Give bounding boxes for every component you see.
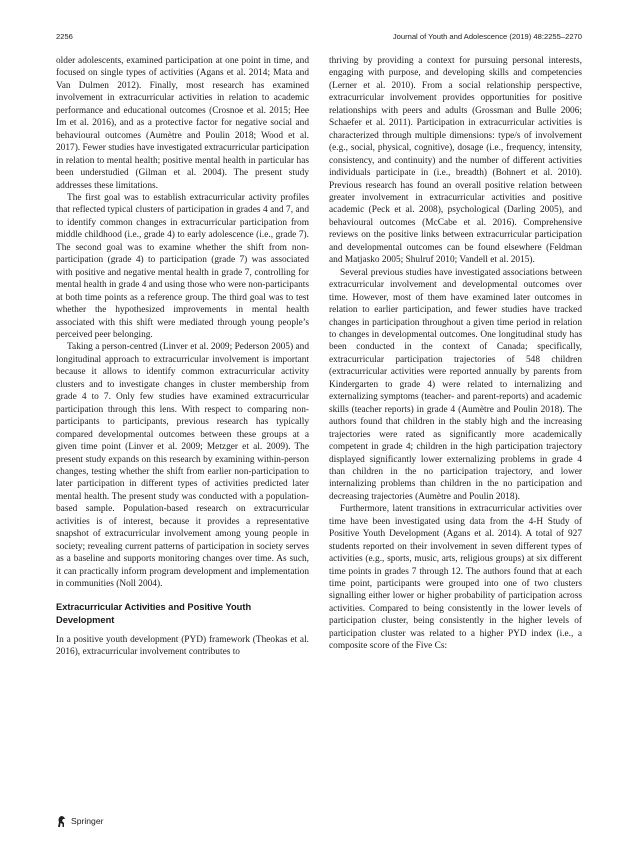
left-paragraph-2: The first goal was to establish extracurricular activity profiles that reflected typical clusters of participation in grades 4 and 7, and to identify common changes in extracurricular participation from middle childhood (i.e., grade 4) to early adolescence (i.e., grade 7). The second goal was to examine whether the shift from non-participation (grade 4) to participation (grade 7) was associated with positive and negative mental health in grade 7, controlling for mental health in grade 4 and using those who were non-participants at both time points as a reference group. The third goal was to test whether the hypothesized improvements in mental health associated with this shift were mediated through young people’s perceived peer belonging. <box>56 192 309 340</box>
section-heading: Extracurricular Activities and Positive Youth Development <box>56 602 252 625</box>
journal-citation: Journal of Youth and Adolescence (2019) 48:2255–2270 <box>392 32 582 41</box>
running-header <box>56 32 582 44</box>
right-paragraph-3: Furthermore, latent transitions in extracurricular activities over time have been investigated using data from the 4-H Study of Positive Youth Development (Agans et al. 2014). A total of 927 students reported on their involvement in seven different types of activities (e.g., sports, music, arts, religious groups) at six different time points in grades 7 through 12. The authors found that at each time point, participants were grouped into one of two clusters signalling either lower or higher probability of participation across activities. Compared to being consistently in the lower levels of participation cluster, being consistently in the higher levels of participation cluster was related to a higher PYD index (i.e., a composite score of the Five Cs: <box>329 504 582 652</box>
left-column <box>56 55 309 659</box>
publisher-footer <box>56 814 103 828</box>
left-paragraph-3: Taking a person-centred (Linver et al. 2009; Pederson 2005) and longitudinal approach to extracurricular involvement is important because it allows to identify common extracurricular activity clusters and to investigate changes in cluster membership from grade 4 to 7. Only few studies have examined extracurricular participation through this lens. With respect to comparing non-participants to participants, previous research has typically compared developmental outcomes between these groups at a given time point (Linver et al. 2009; Metzger et al. 2009). The present study expands on this research by examining within-person changes, testing whether the shift from earlier non-participation to later participation in different types of activities predicted later mental health. The present study was conducted with a population-based sample. Population-based research on extracurricular activities is of interest, because it provides a representative snapshot of extracurricular involvement among young people in society; revealing current patterns of participation in society serves as a baseline and supports monitoring changes over time. As such, it can practically inform program development and implementation in communities (Noll 2004). <box>56 342 309 590</box>
page-number: 2256 <box>56 32 73 41</box>
publisher-name: Springer <box>71 816 104 826</box>
left-paragraph-1: older adolescents, examined participation at one point in time, and focused on single types of activities (Agans et al. 2014; Mata and Van Dulmen 2012). Finally, most research has examined involvement in extracurricular activities in relation to academic performance and educational outcomes (Crosnoe et al. 2015; Hee Im et al. 2016), and as a protective factor for negative social and behavioural outcomes (Aumètre and Poulin 2018; Wood et al. 2017). Fewer studies have investigated extracurricular participation in relation to mental health; positive mental health in particular has been understudied (Gilman et al. 2004). The present study addresses these limitations. <box>56 56 309 191</box>
left-paragraph-4: In a positive youth development (PYD) framework (Theokas et al. 2016), extracurricular involvement contributes to <box>56 634 309 658</box>
right-paragraph-2: Several previous studies have investigated associations between extracurricular involvement and developmental outcomes over time. However, most of them have examined later outcomes in relation to earlier participation, and fewer studies have tracked changes in participation throughout a given time period in relation to changes in developmental outcomes. One longitudinal study has been conducted in the context of Canada; specifically, extracurricular participation trajectories of 548 children (extracurricular activities were reported annually by parents from Kindergarten to grade 4) were related to internalizing and externalizing symptoms (teacher- and parent-reports) and academic skills (teacher reports) in grade 4 (Aumètre and Poulin 2018). The authors found that children in the stably high and the increasing trajectories were rated as significantly more academically competent in grade 4; children in the high participation trajectory displayed significantly lower externalizing problems in grade 4 than children in the no participation trajectory, and lower internalizing problems than children in the no participation and decreasing trajectories (Aumètre and Poulin 2018). <box>329 267 582 502</box>
springer-horse-icon <box>56 815 67 828</box>
right-column <box>329 55 582 653</box>
right-paragraph-1: thriving by providing a context for pursuing personal interests, engaging with purpose, and developing skills and competencies (Lerner et al. 2010). From a social relationship perspective, extracurricular involvement provides opportunities for positive relationships with peers and adults (Grossman and Bulle 2006; Schaefer et al. 2011). Participation in extracurricular activities is characterized through multiple dimensions: type/s of involvement (e.g., social, physical, cognitive), dosage (i.e., frequency, intensity, consistency, and continuity) and the number of different activities individuals participate in (i.e., breadth) (Bohnert et al. 2010). Previous research has found an overall positive relation between greater involvement in extracurricular activities and positive academic (Peck et al. 2008), psychological (Darling 2005), and behavioural outcomes (McCabe et al. 2016). Comprehensive reviews on the positive links between extracurricular participation and developmental outcomes can be found elsewhere (Feldman and Matjasko 2005; Shulruf 2010; Vandell et al. 2015). <box>329 56 582 266</box>
